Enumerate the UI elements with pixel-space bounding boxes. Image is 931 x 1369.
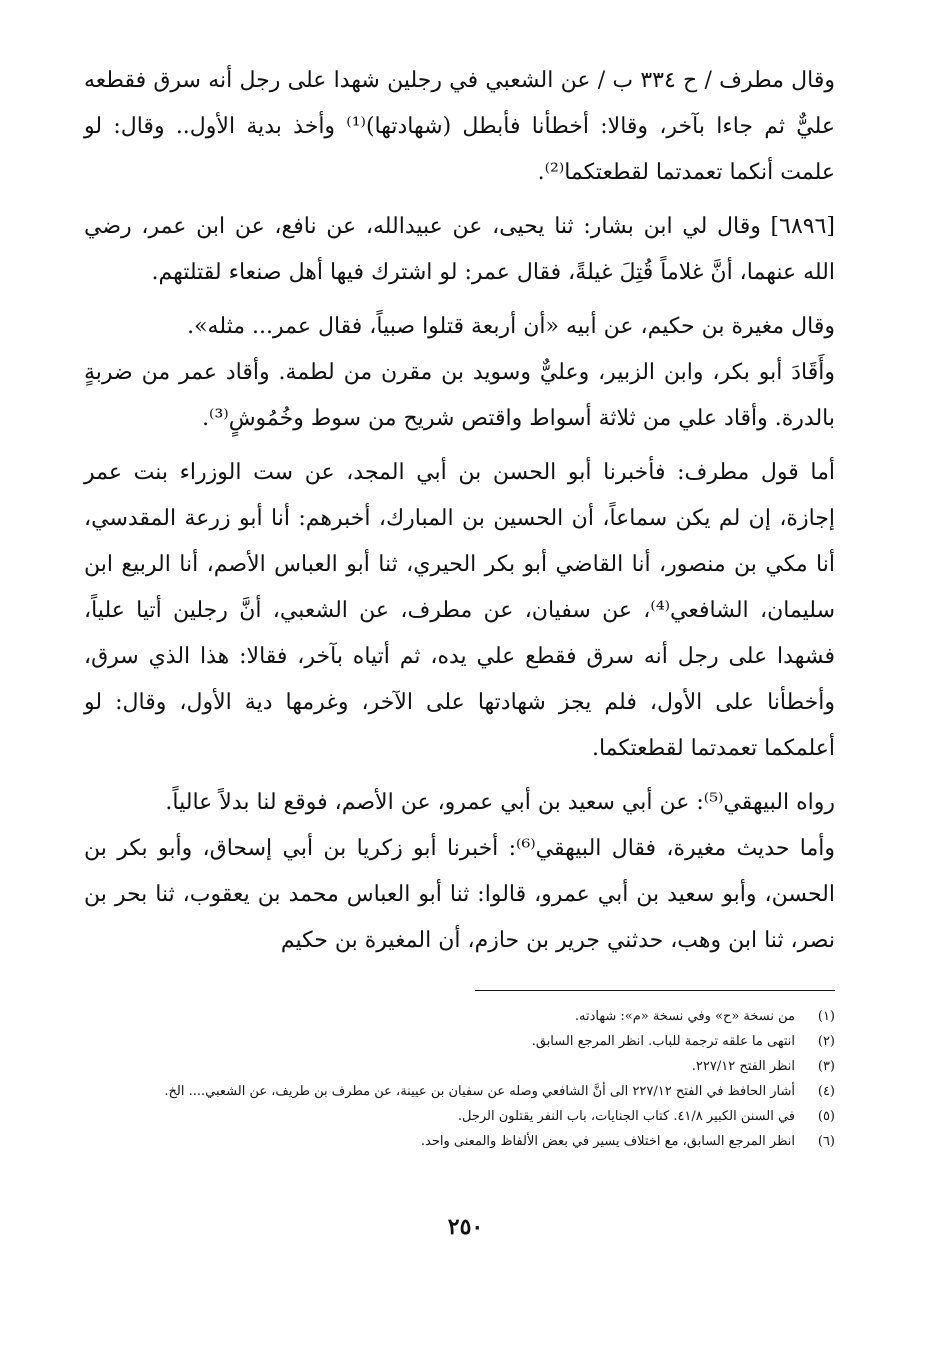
paragraph-text: وأَقَادَ أبو بكر، وابن الزبير، وعليٌّ وسويد بن مقرن من لطمة. وأقاد عمر من ضربةٍ بالدرة. وأقاد علي من ثلاثة أسواط واقتص شريح من سوط وخُمُوشٍ⁽³⁾. — [84, 360, 835, 431]
footnote-text: من نسخة «ح» وفي نسخة «م»: شهادته. — [574, 1009, 795, 1024]
paragraph-mutarrif — [84, 58, 835, 196]
footnote-text: انتهى ما علقه ترجمة للباب. انظر المرجع السابق. — [531, 1034, 795, 1049]
page-number: ٢٥٠ — [447, 1214, 484, 1240]
paragraph-hadith-mughira — [84, 826, 835, 964]
paragraph-text: أما قول مطرف: فأخبرنا أبو الحسن بن أبي المجد، عن ست الوزراء بنت عمر إجازة، إن لم يكن سماعاً، أن الحسين بن المبارك، أخبرهم: أنا أبو زرعة المقدسي، أنا مكي بن منصور، أنا القاضي أبو بكر الحيري، ثنا أبو العباس الأصم، أنا الربيع ابن سليمان، الشافعي⁽⁴⁾، عن سفيان، عن مطرف، عن الشعبي، أنَّ رجلين أتيا علياً، فشهدا على رجل أنه سرق فقطع علي يده، ثم أتياه بآخر، فقالا: هذا الذي سرق، وأخطأنا على الأول، فلم يجز شهادتها على الآخر، وغرمها دية الأول، وقال: لو أعلمكما تعمدتما لقطعتكما. — [84, 460, 835, 761]
footnote — [84, 1104, 835, 1129]
footnotes — [84, 1004, 835, 1154]
footnote-divider — [475, 990, 835, 991]
footnote-text: في السنن الكبير ٤١/٨. كتاب الجنايات، باب النفر يقتلون الرجل. — [457, 1109, 795, 1124]
footnote-text: أشار الحافظ في الفتح ٢٢٧/١٢ الى أنَّ الشافعي وصله عن سفيان بن عيينة، عن مطرف بن طريف، عن الشعبي.... الخ. — [164, 1084, 795, 1099]
paragraph-isnad-mutarrif — [84, 450, 835, 772]
footnote-text: انظر الفتح ٢٢٧/١٢. — [691, 1059, 795, 1074]
footnote — [84, 1129, 835, 1154]
paragraph-text: رواه البيهقي⁽⁵⁾: عن أبي سعيد بن أبي عمرو، عن الأصم، فوقع لنا بدلاً عالياً. — [165, 790, 835, 815]
paragraph-bayhaqi-riwaya — [84, 780, 835, 826]
paragraph-aqad — [84, 350, 835, 442]
paragraph-hadith-6896 — [84, 204, 835, 296]
footnote-number: (٢) — [817, 1034, 835, 1049]
paragraph-text: وأما حديث مغيرة، فقال البيهقي⁽⁶⁾: أخبرنا أبو زكريا بن أبي إسحاق، وأبو بكر بن الحسن، وأبو سعيد بن أبي عمرو، قالوا: ثنا أبو العباس محمد بن يعقوب، ثنا بحر بن نصر، ثنا ابن وهب، حدثني جرير بن حازم، أن المغيرة بن حكيم — [84, 836, 835, 953]
footnote — [84, 1054, 835, 1079]
footnote-number: (١) — [817, 1009, 835, 1024]
paragraph-text: [٦٨٩٦] وقال لي ابن بشار: ثنا يحيى، عن عبيدالله، عن نافع، عن ابن عمر، رضي الله عنهما، أنَّ غلاماً قُتِلَ غيلةً، فقال عمر: لو اشترك فيها أهل صنعاء لقتلتهم. — [84, 214, 835, 285]
footnote-number: (٣) — [817, 1059, 835, 1074]
footnote — [84, 1079, 835, 1104]
footnote-number: (٦) — [817, 1134, 835, 1149]
paragraph-text: وقال مغيرة بن حكيم، عن أبيه «أن أربعة قتلوا صبياً، فقال عمر... مثله». — [187, 314, 835, 339]
footnote — [84, 1029, 835, 1054]
paragraph-text: وقال مطرف / ح ٣٣٤ ب / عن الشعبي في رجلين شهدا على رجل أنه سرق فقطعه عليٌّ ثم جاءا بآخر، وقالا: أخطأنا فأبطل (شهادتها)⁽¹⁾ وأخذ بدية الأول.. وقال: لو علمت أنكما تعمدتما لقطعتكما⁽²⁾. — [84, 68, 836, 185]
footnote — [84, 1004, 835, 1029]
paragraph-mughira — [84, 304, 835, 350]
footnote-number: (٤) — [817, 1084, 835, 1099]
footnote-text: انظر المرجع السابق، مع اختلاف يسير في بعض الألفاظ والمعنى واحد. — [420, 1134, 795, 1149]
footnote-number: (٥) — [817, 1109, 835, 1124]
